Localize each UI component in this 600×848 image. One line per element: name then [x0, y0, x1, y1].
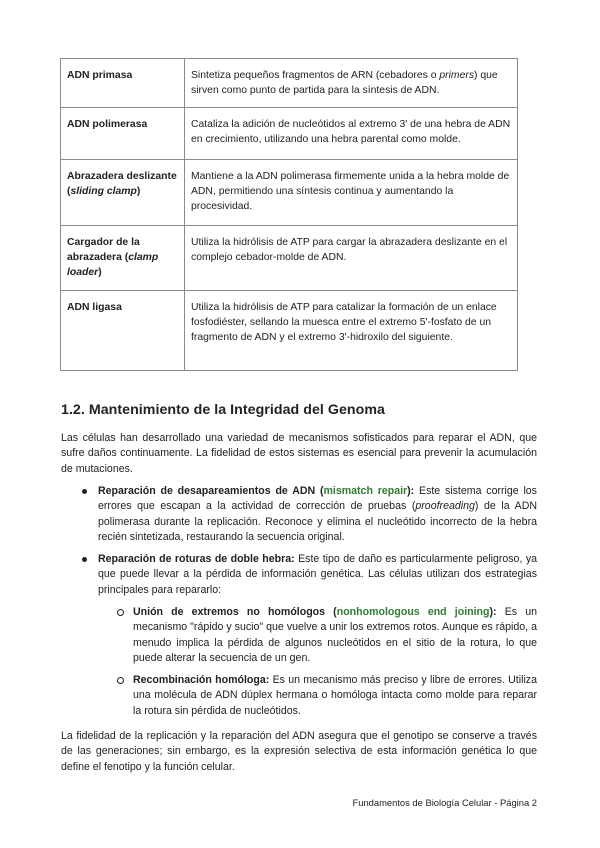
bullet-icon — [82, 489, 87, 494]
table-term: ADN polimerasa — [61, 108, 185, 160]
table-row — [61, 226, 518, 291]
hollow-bullet-icon — [117, 677, 124, 684]
table-description: Cataliza la adición de nucleótidos al extremo 3' de una hebra de ADN en crecimiento, utilizando una hebra parental como molde. — [185, 108, 518, 160]
table-description: Sintetiza pequeños fragmentos de ARN (cebadores o primers) que sirven como punto de partida para la síntesis de ADN. — [185, 59, 518, 108]
enzyme-table — [60, 58, 518, 371]
list-item-text: Recombinación homóloga: Es un mecanismo más preciso y libre de errores. Utiliza una molécula de ADN dúplex hermana o homóloga intacta como molde para reparar la rotura sin pérdida de nucleótidos. — [133, 674, 537, 717]
table-row — [61, 108, 518, 160]
table-description: Utiliza la hidrólisis de ATP para catalizar la formación de un enlace fosfodiéster, sellando la muesca entre el extremo 5'-fosfato de un fragmento de ADN y el extremo 3'-hidroxilo del siguiente. — [185, 291, 518, 371]
table-row — [61, 59, 518, 108]
table-description: Utiliza la hidrólisis de ATP para cargar la abrazadera deslizante en el complejo cebador-molde de ADN. — [185, 226, 518, 291]
table-description: Mantiene a la ADN polimerasa firmemente unida a la hebra molde de ADN, permitiendo una síntesis continua y aumentando la procesividad. — [185, 160, 518, 226]
list-item-text: Reparación de desapareamientos de ADN (mismatch repair): Este sistema corrige los errores que escapan a la actividad de corrección de pruebas (proofreading) de la ADN polimerasa durante la replicación. Reconoce y elimina el nucleótido incorrecto de la hebra recién sintetizada, restaurando la secuencia original. — [98, 485, 537, 544]
closing-paragraph: La fidelidad de la replicación y la reparación del ADN asegura que el genotipo se conserve a través de las generaciones; sin embargo, es la expresión selectiva de esta información genética lo que define el fenotipo y la función celular. — [61, 730, 537, 773]
highlight-term: mismatch repair — [323, 485, 408, 497]
table-term: ADN primasa — [61, 59, 185, 108]
section-heading: 1.2. Mantenimiento de la Integridad del Genoma — [61, 402, 385, 418]
table-term: ADN ligasa — [61, 291, 185, 371]
list-item-text: Reparación de roturas de doble hebra: Este tipo de daño es particularmente peligroso, ya que puede llevar a la pérdida de información genética. Las células utilizan dos estrategias principales para repararlo: — [98, 553, 538, 596]
table-term: Abrazadera deslizante (sliding clamp) — [61, 160, 185, 226]
list-item-text: Unión de extremos no homólogos (nonhomologous end joining): Es un mecanismo "rápido y sucio" que vuelve a unir los extremos rotos. Aunque es rápido, a menudo implica la pérdida de algunos nucleótidos en el sitio de la rotura, lo que puede alterar la secuencia de un gen. — [133, 606, 537, 665]
table-row — [61, 291, 518, 371]
highlight-term: nonhomologous end joining — [336, 606, 490, 618]
table-row — [61, 160, 518, 226]
table-term: Cargador de la abrazadera (clamp loader) — [61, 226, 185, 291]
hollow-bullet-icon — [117, 609, 124, 616]
intro-paragraph: Las células han desarrollado una variedad de mecanismos sofisticados para reparar el ADN, que sufre daños continuamente. La fidelidad de estos sistemas es esencial para prevenir la acumulación de mutaciones. — [61, 432, 537, 475]
page-footer: Fundamentos de Biología Celular - Página 2 — [352, 797, 537, 808]
bullet-icon — [82, 557, 87, 562]
